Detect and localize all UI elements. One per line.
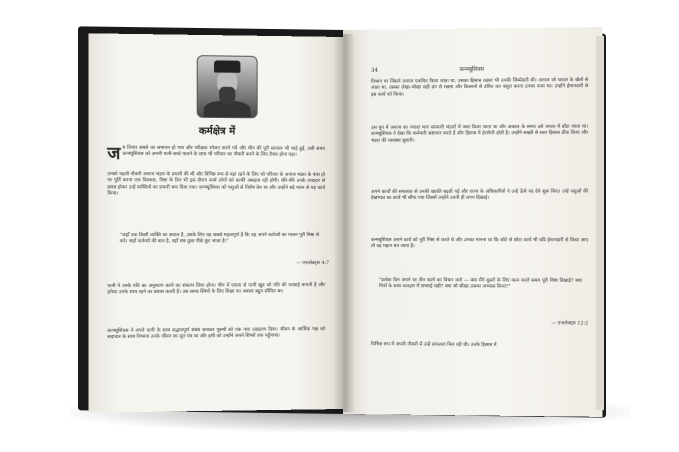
left-quote-attribution: — एनालेक्ट्स 4:7: [296, 261, 330, 267]
right-page: [343, 27, 603, 417]
left-paragraph-1: [107, 143, 326, 164]
right-paragraph-4: कन्फ्यूशियस अपने कार्य को पूरी निष्ठा से करते थे और उनका मानना था कि छोटे से छोटा कार्य भी यदि ईमानदारी से किया जाए तो वह महान बन जाता है।: [371, 238, 589, 250]
page-number: 34: [371, 67, 379, 74]
right-paragraph-2: उस युग में अनाज का ज्यादा भाग सरकारी भंडारों में जमा किया जाता था और अकाल के समय उसे जनता में बाँटा जाता था। कन्फ्यूशियस ने देखा कि कर्मचारी भ्रष्टाचार करते हैं और हिसाब में हेराफेरी होती है। उन्होंने सख्ती से सारा हिसाब ठीक किया और भंडार की व्यवस्था सुधारी।: [371, 124, 589, 144]
left-paragraph-2: उनको पहली नौकरी अनाज भंडार के प्रभारी की थी और विभिन्न रूप से वहां रहने के लिए जो परिवार के अनाज भंडार के पास हो पर पूर्ति करना एक विश्वास, निष्ठा के दिन भी इस दौरान कार्य लोगों को काफी असहज रही होगी। धीरे-धीरे उनके व्यवहार से प्रसन्न होकर उन्हें मवेशियों का प्रभारी बना दिया गया। कन्फ्यूशियस को पशुओं से विशेष प्रेम था और उन्होंने बड़े ध्यान से यह कार्य किया।: [107, 172, 326, 197]
dropcap: ज: [107, 143, 121, 164]
left-paragraph-4: कन्फ्यूशियस ने अपने पत्नी के साथ सद्भावपूर्ण संबंध बनाकर पुरुषों को एक नया उदाहरण दिया। जीवन के आर्थिक पक्ष को सदाचार के साथ निभाना उनके जीवन का मूल मंत्र था और इसी को उन्होंने अपने शिष्यों तक पहुँचाया।: [107, 327, 326, 341]
right-quote-attribution: — एनालेक्ट्स 12:2: [551, 321, 589, 327]
left-paragraph-3: पत्नी ने उनके पति का अनुसरण करने का संकल्प लिया होगा। चीन में एकता से पत्नी खुद को पति की परछाई मानती है और हमेशा उनके साथ रहने का प्रयास करती है। उस समय स्त्रियों के लिए शिक्षा का अवसर बहुत सीमित था।: [107, 283, 326, 296]
portrait-hat: [214, 60, 240, 72]
left-page: [89, 33, 343, 412]
portrait-beard: [219, 87, 235, 105]
page-edges: [596, 36, 604, 410]
chapter-title: कर्मक्षेत्र में: [198, 125, 236, 138]
right-quote: "प्रत्येक दिन अपने पर तीन बातों का विचार करो — क्या मैंने दूसरों के लिए काम करते समय पूरी निष्ठा दिखाई? क्या मित्रों के साथ व्यवहार में सच्चाई रखी? क्या जो सीखा उसका अभ्यास किया?": [379, 278, 582, 291]
right-paragraph-5: विभिन्न रूप में अपनी नौकरी में उन्हें सफलता मिल रही थी। उनके हिसाब में: [371, 342, 497, 349]
left-quote: "जहाँ तक किसी व्यक्ति का सवाल है, उसके लिए यह सबसे महत्वपूर्ण है कि वह अपने कर्तव्यों का पालन पूरी निष्ठा से करे। जहाँ कर्तव्यों की बात है, वहाँ सब कुछ पीछे छूट जाता है।": [119, 233, 320, 245]
right-paragraph-1: विभाग पर जिसने अनाज एकत्रित किया जाता था, उसका हिसाब रखना भी उनकी जिम्मेदारी थी। अनाज जो चावल के खेतों से आता था, उसका लेखा-जोखा सही ढंग से रखना और किसानों से उचित कर वसूल करना उनका काम था। उन्होंने ईमानदारी से इस कार्य को किया।: [371, 77, 589, 98]
running-head: कन्फ्यूशियस: [459, 66, 484, 73]
confucius-portrait: [197, 55, 258, 118]
right-paragraph-3: अपने कार्यों की सफलता से उनकी ख्याति बढ़ती गई और राज्य के अधिकारियों ने उन्हें ऊँचे पद देने शुरू किए। उन्हें पशुओं की देखभाल का कार्य भी सौंपा गया जिसमें उन्होंने उतनी ही लगन दिखाई।: [371, 189, 589, 202]
left-paragraph-1-text: ब विचार सबसे का समापन हो गया और परीक्षक भोजन करने गये और चीन की पूरी सरकार भी चाहे हुई, उसी समय कन्फ्यूशियस को अपनी पत्नी-बच्चे पालने के साथ भी परिवार का नौकरी करने के लिए तैयार होना पड़ा।: [122, 145, 326, 159]
